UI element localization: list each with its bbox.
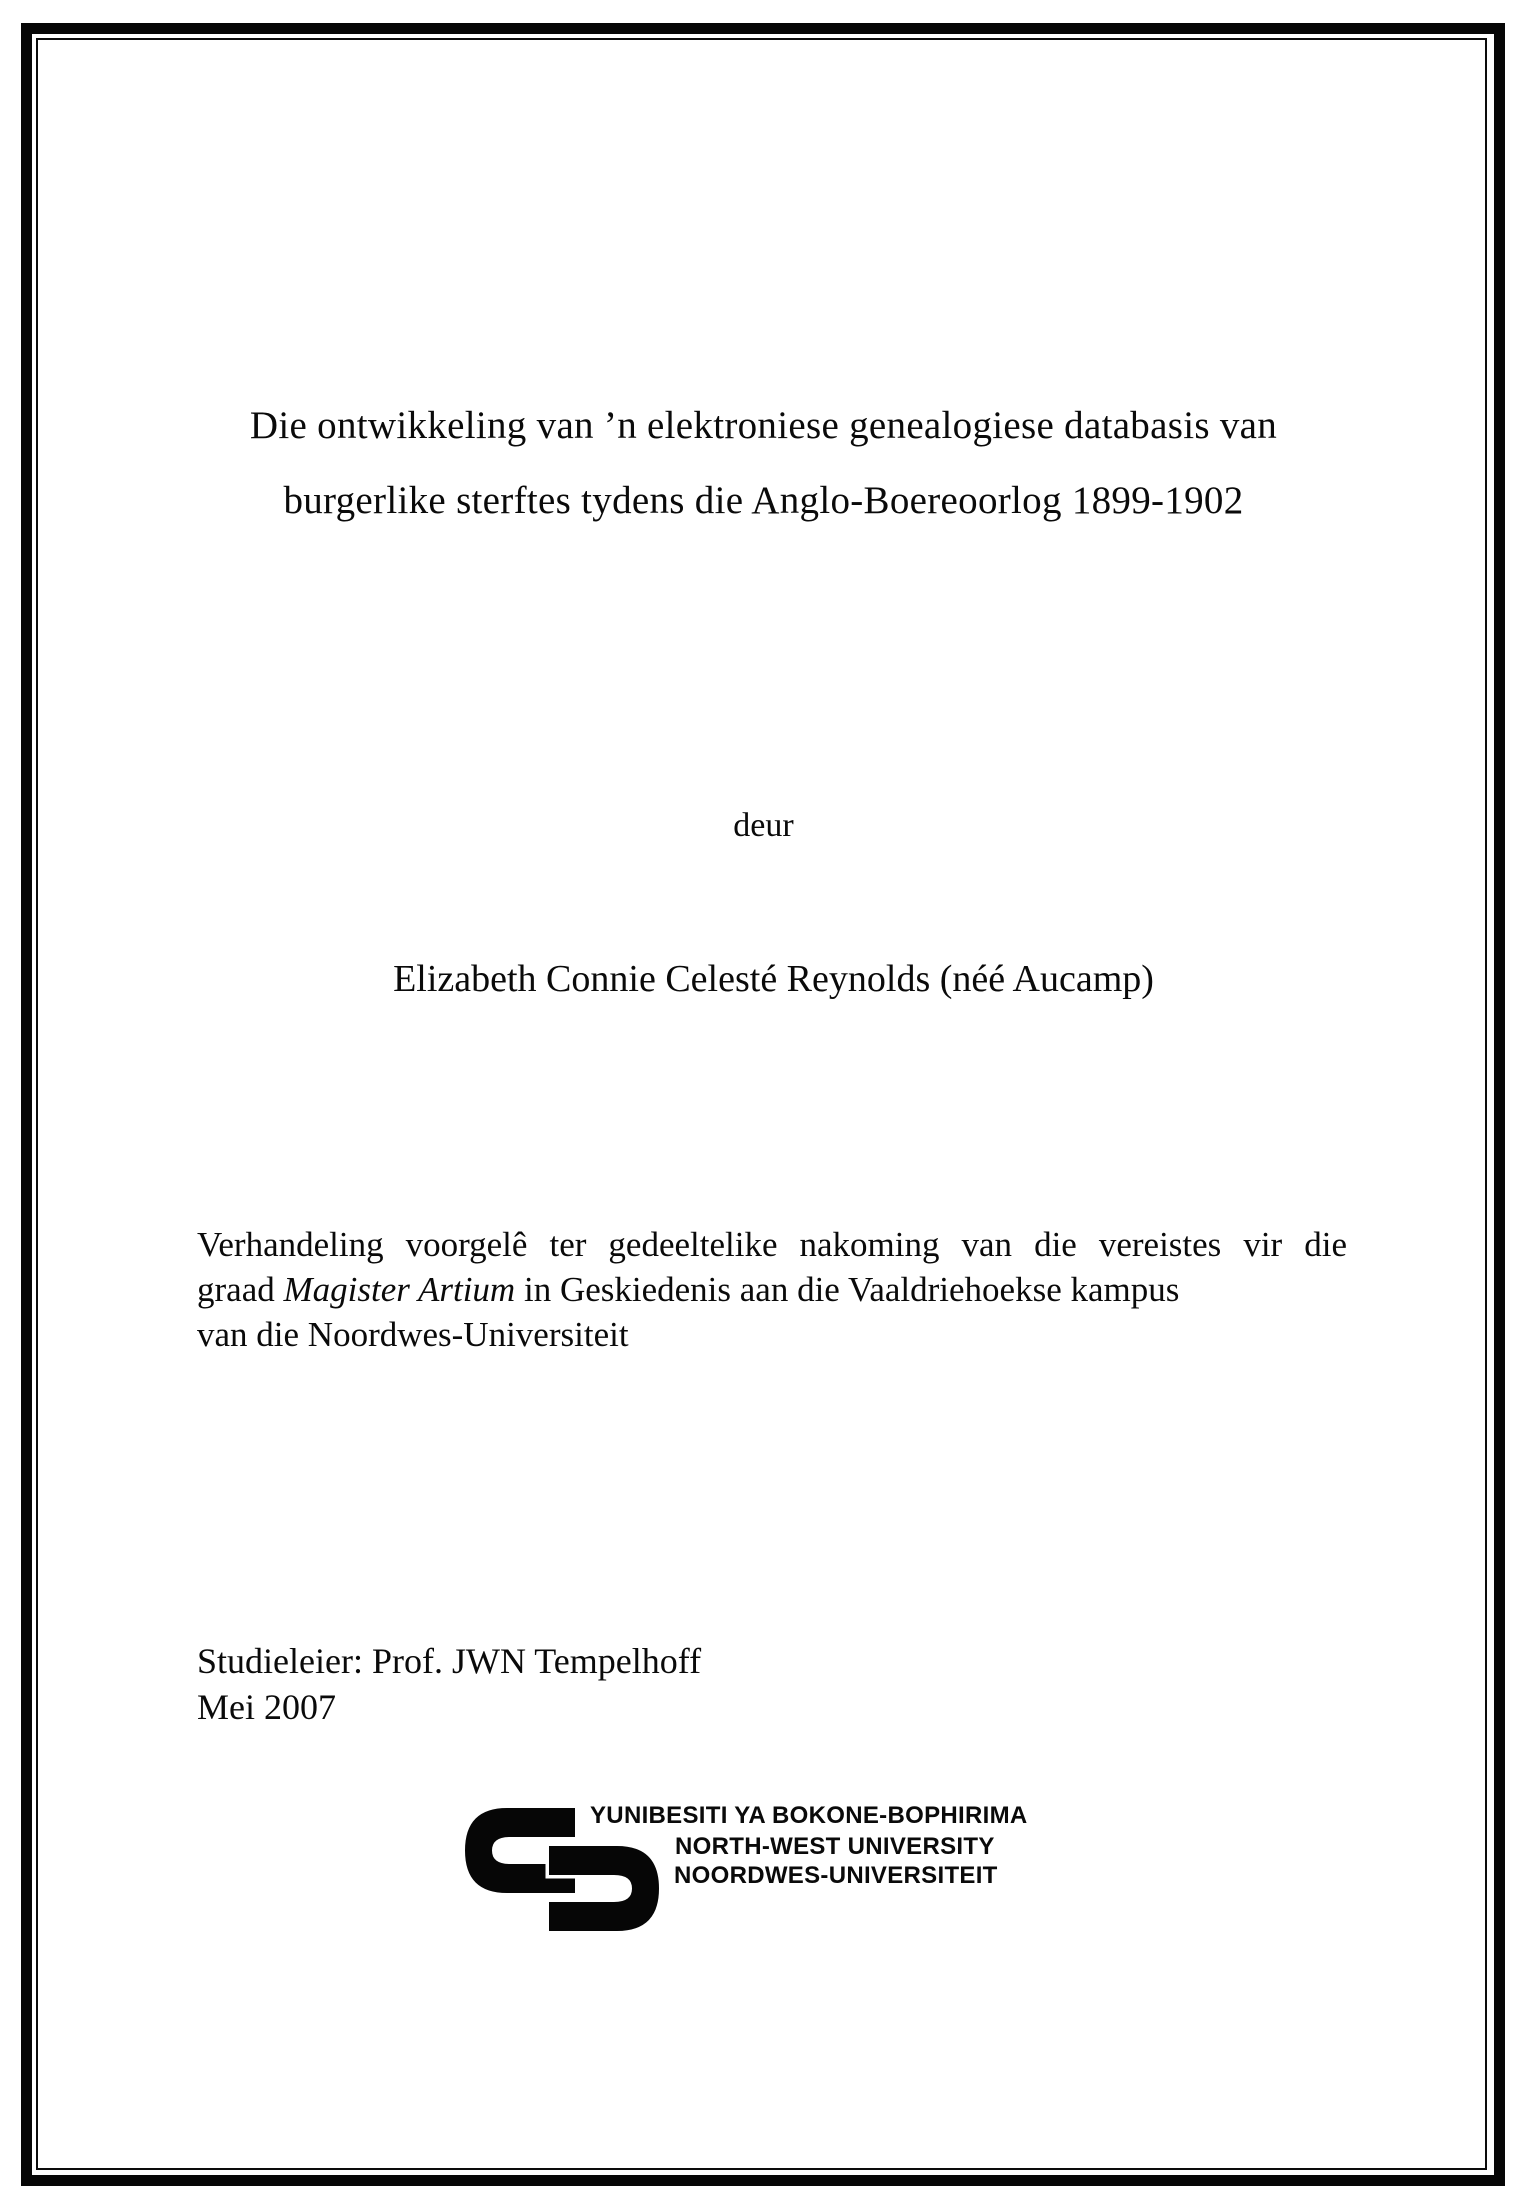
thesis-title-line2: burgerlike sterftes tydens die Anglo-Boereoorlog 1899-1902 (283, 479, 1244, 522)
author-name: Elizabeth Connie Celesté Reynolds (néé Aucamp) (393, 958, 1154, 1000)
submission-line1: Verhandeling voorgelê ter gedeeltelike nakoming van die vereistes vir die (197, 1225, 1347, 1264)
degree-name: Magister Artium (283, 1270, 516, 1309)
logo-text-english: NORTH-WEST UNIVERSITY (675, 1833, 995, 1860)
submission-line2-pre: graad (197, 1270, 284, 1309)
logo-text-afrikaans: NOORDWES-UNIVERSITEIT (674, 1862, 998, 1889)
submission-line2-post: in Geskiedenis aan die Vaaldriehoekse kampus (515, 1270, 1180, 1309)
thesis-title (120, 388, 1407, 538)
university-logo (462, 1800, 1102, 1980)
supervisor-line: Studieleier: Prof. JWN Tempelhoff (197, 1641, 702, 1681)
submission-line2 (197, 1267, 1347, 1312)
supervisor-block (197, 1638, 701, 1730)
thesis-title-line1: Die ontwikkeling van ’n elektroniese genealogiese databasis van (249, 404, 1278, 447)
logo-text-setswana: YUNIBESITI YA BOKONE-BOPHIRIMA (590, 1802, 1028, 1829)
submission-line3: van die Noordwes-Universiteit (197, 1315, 629, 1354)
date-line: Mei 2007 (197, 1687, 336, 1727)
submission-statement (197, 1222, 1347, 1357)
byline: deur (733, 807, 794, 844)
